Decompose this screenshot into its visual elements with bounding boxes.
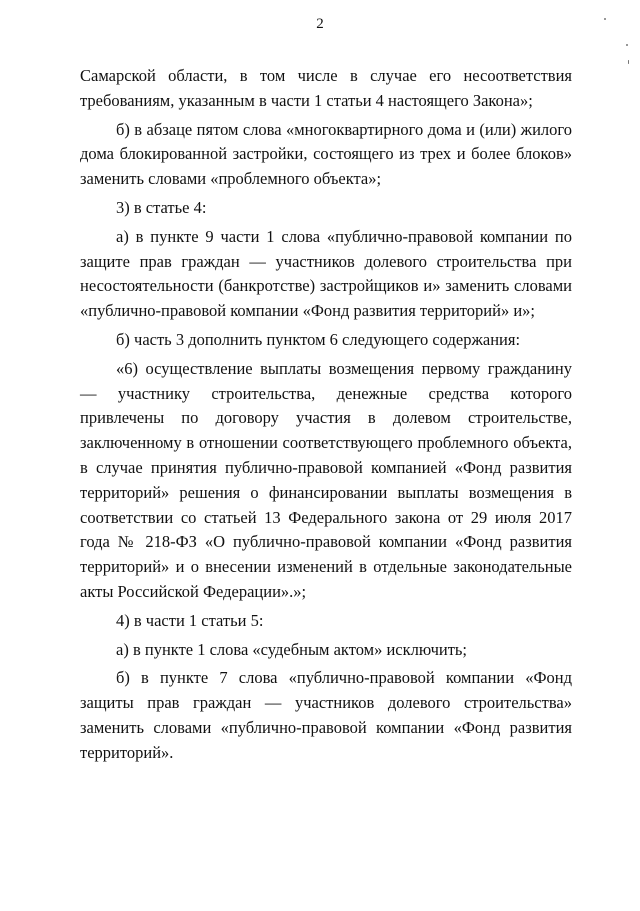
paragraph-6: «6) осуществление выплаты возмещения первому гражданину — участнику строительства, денежные средства которого привлечены по договору участия в долевом строительстве, заключенному в отношении соответствующего проблемного объекта, в случае принятия публично-правовой компанией «Фонд развития территорий» решения о финансировании выплаты возмещения в соответствии со статьей 13 Федерального закона от 29 июля 2017 года № 218-ФЗ «О публично-правовой компании «Фонд развития территорий» и о внесении изменений в отдельные законодательные акты Российской Федерации».»; xyxy=(80,358,572,601)
paragraph-1: Самарской области, в том числе в случае его несоответствия требованиям, указанным в части 1 статьи 4 настоящего Закона»; xyxy=(80,66,572,110)
page-number: 2 xyxy=(316,16,324,32)
paragraph-7: 4) в части 1 статьи 5: xyxy=(116,610,264,630)
paragraph-4: а) в пункте 9 части 1 слова «публично-правовой компании по защите прав граждан — участников долевого строительства при несостоятельности (банкротстве) застройщиков и» заменить словами «публично-правовой компании «Фонд развития территорий» и»; xyxy=(80,226,572,321)
scan-speck xyxy=(604,18,606,20)
paragraph-5: б) часть 3 дополнить пунктом 6 следующего содержания: xyxy=(116,329,521,349)
document-body xyxy=(80,64,572,766)
scan-speck xyxy=(626,44,628,46)
paragraph-3: 3) в статье 4: xyxy=(116,197,207,217)
paragraph-2: б) в абзаце пятом слова «многоквартирного дома и (или) жилого дома блокированной застройки, состоящего из трех и более блоков» заменить словами «проблемного объекта»; xyxy=(80,119,572,189)
scan-speck xyxy=(628,60,629,64)
paragraph-9: б) в пункте 7 слова «публично-правовой компании «Фонд защиты прав граждан — участников долевого строительства» заменить словами «публично-правовой компании «Фонд развития территорий». xyxy=(80,668,572,762)
paragraph-8: а) в пункте 1 слова «судебным актом» исключить; xyxy=(116,639,468,659)
